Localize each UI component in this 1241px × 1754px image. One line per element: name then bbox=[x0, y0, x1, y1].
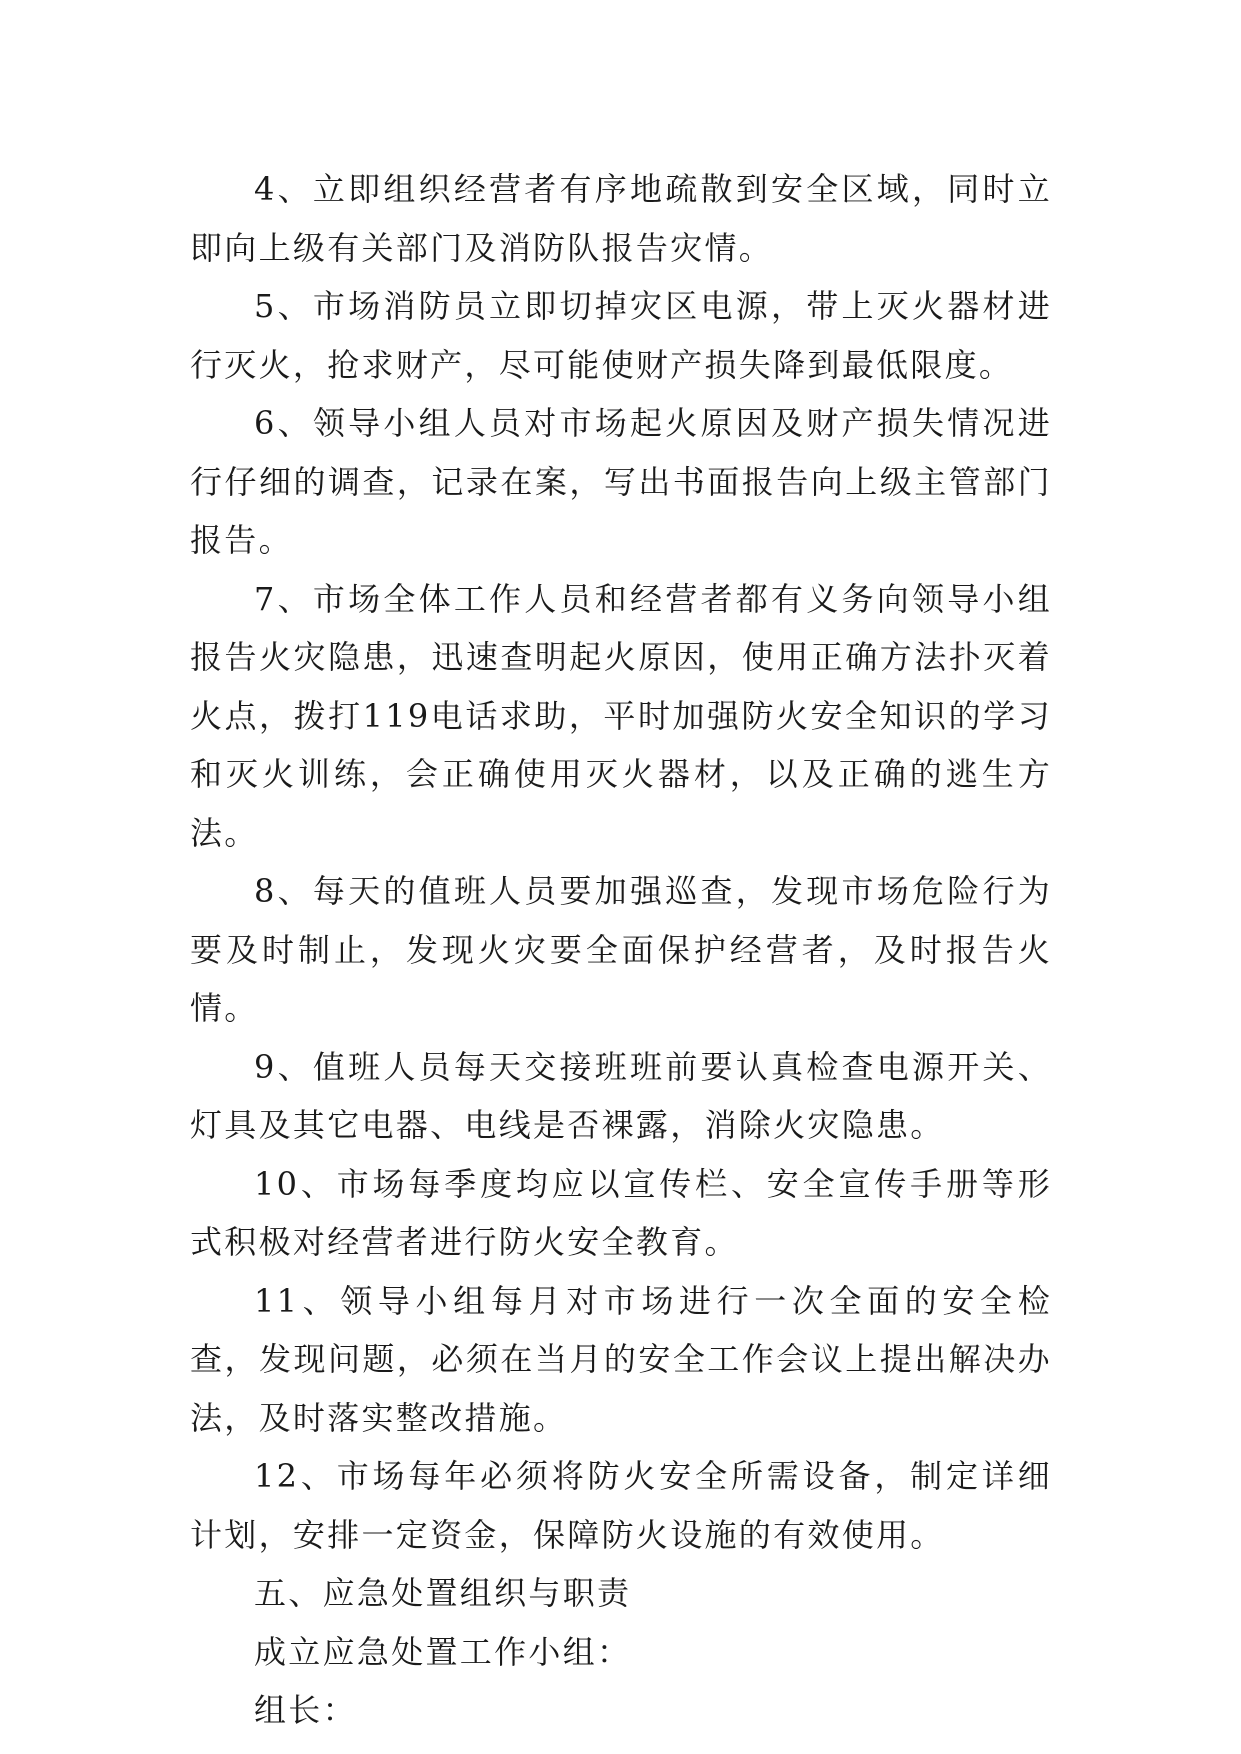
paragraph-item-10: 10、市场每季度均应以宣传栏、安全宣传手册等形式积极对经营者进行防火安全教育。 bbox=[190, 1164, 1052, 1261]
group-intro: 成立应急处置工作小组： bbox=[254, 1632, 632, 1671]
document-page bbox=[190, 160, 1052, 1740]
section-heading: 五、应急处置组织与职责 bbox=[254, 1574, 632, 1612]
paragraph-item-8: 8、每天的值班人员要加强巡查，发现市场危险行为要及时制止，发现火灾要全面保护经营者，及时报告火情。 bbox=[190, 872, 1052, 1027]
paragraph-item-5: 5、市场消防员立即切掉灾区电源，带上灭火器材进行灭火，抢求财产，尽可能使财产损失降到最低限度。 bbox=[190, 287, 1052, 384]
paragraph-item-9: 9、值班人员每天交接班班前要认真检查电源开关、灯具及其它电器、电线是否裸露，消除火灾隐患。 bbox=[190, 1047, 1052, 1144]
group-leader-label: 组长： bbox=[254, 1691, 357, 1729]
paragraph-item-12: 12、市场每年必须将防火安全所需设备，制定详细计划，安排一定资金，保障防火设施的有效使用。 bbox=[190, 1457, 1052, 1554]
paragraph-item-7: 7、市场全体工作人员和经营者都有义务向领导小组报告火灾隐患，迅速查明起火原因，使用正确方法扑灭着火点，拨打119电话求助，平时加强防火安全知识的学习和灭火训练，会正确使用灭火器材，以及正确的逃生方法。 bbox=[190, 579, 1052, 852]
paragraph-item-11: 11、领导小组每月对市场进行一次全面的安全检查，发现问题，必须在当月的安全工作会议上提出解决办法，及时落实整改措施。 bbox=[190, 1281, 1052, 1437]
paragraph-item-4: 4、立即组织经营者有序地疏散到安全区域，同时立即向上级有关部门及消防队报告灾情。 bbox=[190, 170, 1052, 267]
paragraph-item-6: 6、领导小组人员对市场起火原因及财产损失情况进行仔细的调查，记录在案，写出书面报告向上级主管部门报告。 bbox=[190, 404, 1052, 559]
